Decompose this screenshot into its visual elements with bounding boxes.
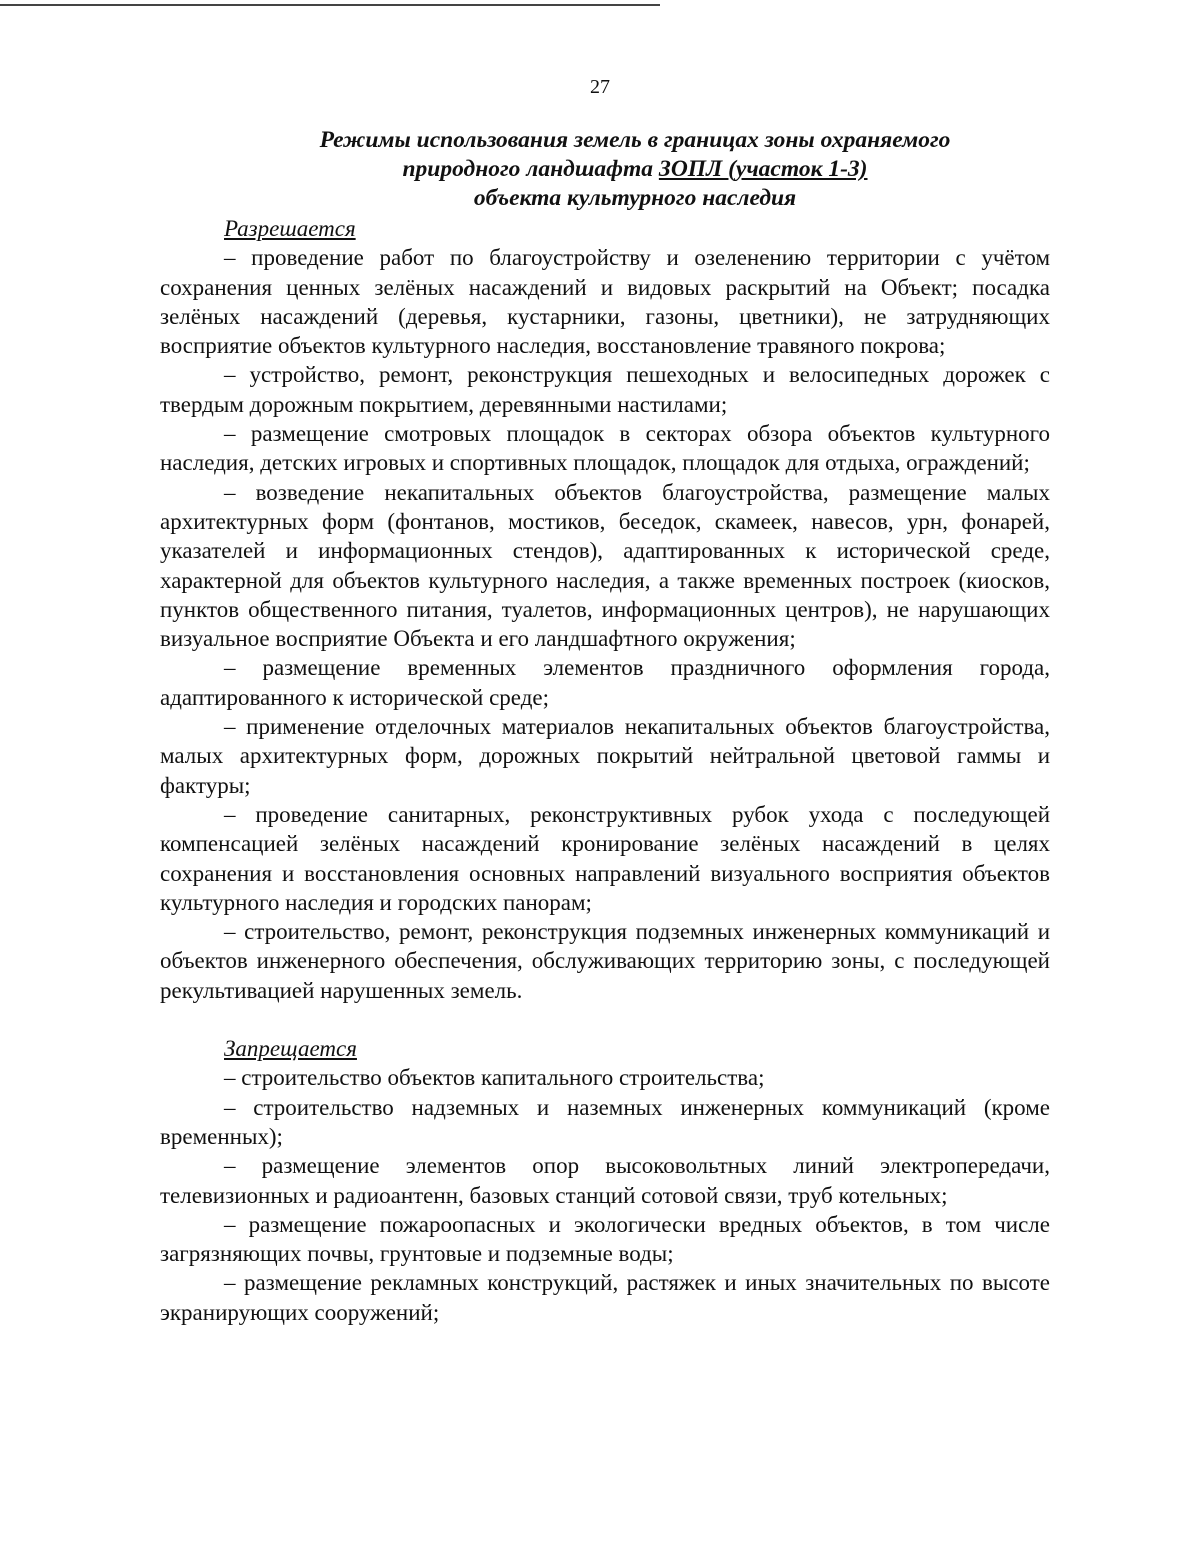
section-spacer [160,1005,1050,1034]
allowed-item: – устройство, ремонт, реконструкция пешеходных и велосипедных дорожек с твердым дорожным покрытием, деревянными настилами; [160,362,1050,417]
allowed-item: – проведение работ по благоустройству и озеленению территории с учётом сохранения ценных зелёных насаждений и видовых раскрытий на Объект; посадка зелёных насаждений (деревья, кустарники, газоны, цветники), не затрудняющих восприятие объектов культурного наследия, восстановление травяного покрова; [160,245,1050,359]
forbidden-item: – размещение элементов опор высоковольтных линий электропередачи, телевизионных и радиоантенн, базовых станций сотовой связи, труб котельных; [160,1153,1050,1208]
allowed-item: – применение отделочных материалов некапитальных объектов благоустройства, малых архитектурных форм, дорожных покрытий нейтральной цветовой гаммы и фактуры; [160,714,1050,798]
title-line-3: объекта культурного наследия [473,185,797,211]
allowed-heading: Разрешается [224,216,356,241]
page-number: 27 [590,76,610,98]
forbidden-item: – размещение рекламных конструкций, растяжек и иных значительных по высоте экранирующих сооружений; [160,1270,1050,1325]
forbidden-item: – размещение пожароопасных и экологически вредных объектов, в том числе загрязняющих почвы, грунтовые и подземные воды; [160,1211,1050,1267]
forbidden-item: – строительство объектов капитального строительства; [224,1065,765,1091]
forbidden-item: – строительство надземных и наземных инженерных коммуникаций (кроме временных); [160,1094,1050,1149]
allowed-item: – проведение санитарных, реконструктивных рубок ухода с последующей компенсацией зелёных насаждений кронирование зелёных насаждений в целях сохранения и восстановления основных направлений визуального восприятия объектов культурного наследия и городских панорам; [160,801,1050,915]
title-line-2-prefix: природного ландшафта [402,156,659,182]
zone-code: ЗОПЛ (участок 1-3) [658,156,868,182]
document-body [160,214,1050,1327]
document-title [200,126,1070,213]
allowed-item: – возведение некапитальных объектов благоустройства, размещение малых архитектурных форм (фонтанов, мостиков, беседок, скамеек, навесов, урн, фонарей, указателей и информационных стендов), адаптированных к исторической среде, характерной для объектов культурного наследия, а также временных построек (киосков, пунктов общественного питания, туалетов, информационных центров), не нарушающих визуальное восприятие Объекта и его ландшафтного окружения; [160,479,1050,652]
forbidden-heading: Запрещается [224,1036,357,1062]
allowed-item: – строительство, ремонт, реконструкция подземных инженерных коммуникаций и объектов инженерного обеспечения, обслуживающих территорию зоны, с последующей рекультивацией нарушенных земель. [160,919,1050,1003]
allowed-item: – размещение смотровых площадок в секторах обзора объектов культурного наследия, детских игровых и спортивных площадок, площадок для отдыха, ограждений; [160,421,1050,476]
title-line-2 [200,155,1070,184]
allowed-item: – размещение временных элементов праздничного оформления города, адаптированного к исторической среде; [160,655,1050,710]
title-line-1: Режимы использования земель в границах зоны охраняемого [319,127,951,153]
scan-top-rule [0,4,660,6]
